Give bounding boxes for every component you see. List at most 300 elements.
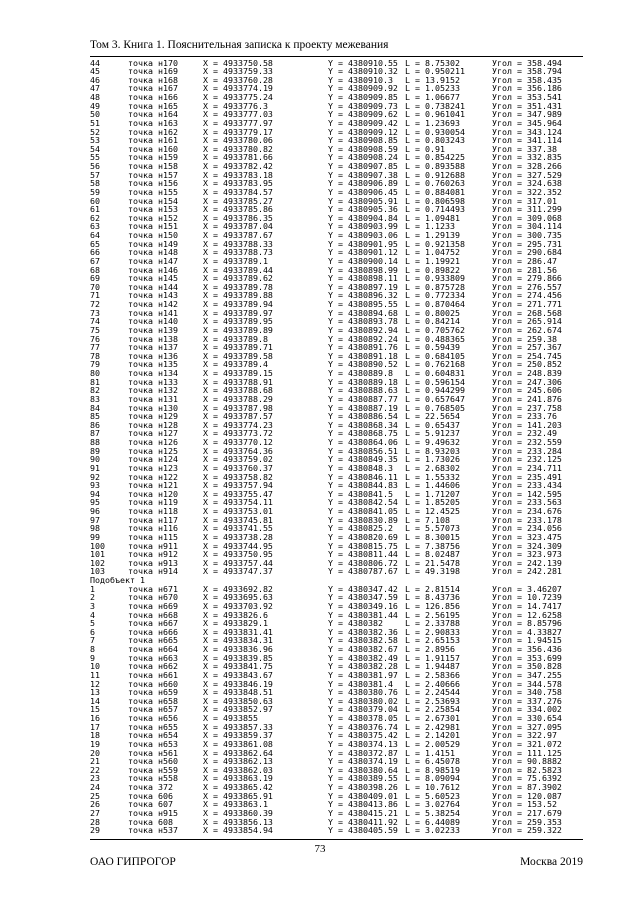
row-number: 64	[90, 230, 100, 240]
point-name: точка н166	[128, 92, 178, 102]
angle-value: Угол = 4.33827	[492, 626, 562, 637]
y-coordinate: Y = 4380868.34	[328, 419, 398, 430]
segment-length: L = 0.714493	[405, 204, 465, 215]
angle-value: Угол = 3.46207	[492, 583, 562, 594]
row-number: 47	[90, 83, 100, 94]
point-name: точка н125	[128, 445, 178, 456]
angle-value: Угол = 233.284	[492, 445, 562, 456]
segment-length: L = 8.02487	[405, 549, 460, 560]
y-coordinate: Y = 4380806.72	[328, 557, 398, 568]
y-coordinate: Y = 4380382.67	[328, 644, 398, 654]
point-name: точка н148	[128, 247, 178, 258]
angle-value: Угол = 295.731	[492, 238, 562, 249]
y-coordinate: Y = 4380841.5	[328, 488, 393, 499]
header-rule	[90, 56, 583, 57]
segment-length: L = 0.912688	[405, 169, 465, 180]
y-coordinate: Y = 4380892.24	[328, 333, 398, 344]
angle-value: Угол = 232.559	[492, 437, 562, 447]
row-number: 95	[90, 497, 100, 508]
segment-length: L = 1.71207	[405, 488, 460, 499]
x-coordinate: X = 4933757.94	[203, 480, 273, 491]
row-number: 88	[90, 437, 100, 447]
x-coordinate: X = 4933782.42	[203, 161, 273, 171]
x-coordinate: X = 4933789.15	[203, 368, 273, 378]
row-number: 100	[90, 540, 105, 551]
point-name: точка н141	[128, 307, 178, 318]
x-coordinate: X = 4933786.35	[203, 212, 273, 223]
y-coordinate: Y = 4380849.35	[328, 454, 398, 465]
point-name: точка н138	[128, 333, 178, 344]
x-coordinate: X = 4933865.42	[203, 782, 273, 792]
row-number: 85	[90, 411, 100, 422]
row-number: 44	[90, 57, 100, 68]
point-name: точка н144	[128, 281, 178, 292]
y-coordinate: Y = 4380905.36	[328, 204, 398, 215]
row-number: 87	[90, 428, 100, 439]
y-coordinate: Y = 4380864.06	[328, 437, 398, 447]
row-number: 19	[90, 738, 100, 749]
x-coordinate: X = 4933836.96	[203, 644, 273, 654]
y-coordinate: Y = 4380347.59	[328, 592, 398, 603]
row-number: 55	[90, 152, 100, 163]
point-name: точка н671	[128, 583, 178, 594]
segment-length: L = 9.49632	[405, 437, 460, 447]
point-name: точка н537	[128, 825, 178, 836]
segment-length: L = 1.73026	[405, 454, 460, 465]
y-coordinate: Y = 4380887.19	[328, 402, 398, 413]
row-number: 48	[90, 92, 100, 102]
point-name: точка н124	[128, 454, 178, 465]
segment-length: L = 2.24544	[405, 687, 460, 698]
x-coordinate: X = 4933841.75	[203, 661, 273, 672]
angle-value: Угол = 322.97	[492, 730, 557, 741]
x-coordinate: X = 4933862.03	[203, 764, 273, 775]
y-coordinate: Y = 4380811.44	[328, 549, 398, 560]
x-coordinate: X = 4933863.19	[203, 773, 273, 784]
segment-length: L = 2.53693	[405, 695, 460, 706]
angle-value: Угол = 237.758	[492, 402, 562, 413]
y-coordinate: Y = 4380842.54	[328, 497, 398, 508]
x-coordinate: X = 4933692.82	[203, 583, 273, 594]
y-coordinate: Y = 4380376.74	[328, 721, 398, 732]
x-coordinate: X = 4933770.12	[203, 437, 273, 447]
row-number: 27	[90, 807, 100, 818]
point-name: точка н115	[128, 531, 178, 542]
point-name: точка н153	[128, 204, 178, 215]
row-number: 9	[90, 652, 95, 663]
y-coordinate: Y = 4380380.64	[328, 764, 398, 775]
segment-length: L = 21.5478	[405, 557, 460, 568]
point-name: точка н143	[128, 290, 178, 301]
row-number: 28	[90, 816, 100, 827]
x-coordinate: X = 4933857.33	[203, 721, 273, 732]
coordinates-list	[90, 59, 590, 835]
point-name: точка н660	[128, 678, 178, 689]
y-coordinate: Y = 4380381.97	[328, 669, 398, 680]
angle-value: Угол = 279.866	[492, 273, 562, 284]
point-name: точка н135	[128, 359, 178, 370]
y-coordinate: Y = 4380901.95	[328, 238, 398, 249]
x-coordinate: X = 4933754.11	[203, 497, 273, 508]
row-number: 70	[90, 281, 100, 292]
row-number: 86	[90, 419, 100, 430]
segment-length: L = 2.8956	[405, 644, 455, 654]
angle-value: Угол = 323.475	[492, 531, 562, 542]
y-coordinate: Y = 4380908.24	[328, 152, 398, 163]
point-name: точка н154	[128, 195, 178, 206]
segment-length: L = 1.85205	[405, 497, 460, 508]
y-coordinate: Y = 4380894.68	[328, 307, 398, 318]
y-coordinate: Y = 4380907.85	[328, 161, 398, 171]
x-coordinate: X = 4933750.58	[203, 57, 273, 68]
row-number: 90	[90, 454, 100, 465]
segment-length: L = 8.93203	[405, 445, 460, 456]
row-number: 56	[90, 161, 100, 171]
angle-value: Угол = 353.699	[492, 652, 562, 663]
table-row	[90, 567, 590, 576]
row-number: 45	[90, 66, 100, 77]
x-coordinate: X = 4933774.23	[203, 419, 273, 430]
subobject-title: Подобъект 1	[90, 575, 145, 585]
segment-length: L = 0.80025	[405, 307, 460, 318]
x-coordinate: X = 4933826.6	[203, 609, 268, 620]
point-name: точка н132	[128, 385, 178, 396]
row-number: 65	[90, 238, 100, 249]
angle-value: Угол = 233.76	[492, 411, 557, 422]
point-name: точка н116	[128, 523, 178, 534]
point-name: точка н560	[128, 756, 178, 767]
segment-length: L = 8.98519	[405, 764, 460, 775]
y-coordinate: Y = 4380830.89	[328, 514, 398, 525]
y-coordinate: Y = 4380889.8	[328, 368, 393, 378]
point-name: точка н913	[128, 557, 178, 568]
angle-value: Угол = 358.794	[492, 66, 562, 77]
row-number: 83	[90, 393, 100, 404]
x-coordinate: X = 4933788.29	[203, 393, 273, 404]
x-coordinate: X = 4933789.88	[203, 290, 273, 301]
y-coordinate: Y = 4380909.62	[328, 109, 398, 120]
segment-length: L = 1.94487	[405, 661, 460, 672]
angle-value: Угол = 330.654	[492, 713, 562, 723]
segment-length: L = 0.933809	[405, 273, 465, 284]
x-coordinate: X = 4933848.51	[203, 687, 273, 698]
angle-value: Угол = 111.125	[492, 747, 562, 758]
segment-length: L = 2.68302	[405, 462, 460, 473]
segment-length: L = 0.854225	[405, 152, 465, 163]
x-coordinate: X = 4933788.73	[203, 247, 273, 258]
x-coordinate: X = 4933773.72	[203, 428, 273, 439]
row-number: 84	[90, 402, 100, 413]
y-coordinate: Y = 4380905.91	[328, 195, 398, 206]
segment-length: L = 1.55332	[405, 471, 460, 482]
x-coordinate: X = 4933854.94	[203, 825, 273, 836]
x-coordinate: X = 4933839.85	[203, 652, 273, 663]
row-number: 78	[90, 350, 100, 361]
segment-length: L = 8.75302	[405, 57, 460, 68]
point-name: точка н126	[128, 437, 178, 447]
x-coordinate: X = 4933745.81	[203, 514, 273, 525]
x-coordinate: X = 4933785.27	[203, 195, 273, 206]
point-name: точка н663	[128, 652, 178, 663]
segment-length: L = 0.930054	[405, 126, 465, 137]
row-number: 81	[90, 376, 100, 387]
row-number: 18	[90, 730, 100, 741]
angle-value: Угол = 254.745	[492, 350, 562, 361]
x-coordinate: X = 4933863.1	[203, 799, 268, 810]
y-coordinate: Y = 4380415.21	[328, 807, 398, 818]
angle-value: Угол = 142.595	[492, 488, 562, 499]
angle-value: Угол = 217.679	[492, 807, 562, 818]
row-number: 58	[90, 178, 100, 189]
point-name: точка н139	[128, 324, 178, 335]
x-coordinate: X = 4933829.1	[203, 618, 268, 629]
angle-value: Угол = 232.49	[492, 428, 557, 439]
x-coordinate: X = 4933789.95	[203, 316, 273, 327]
y-coordinate: Y = 4380868.75	[328, 428, 398, 439]
y-coordinate: Y = 4380409.01	[328, 790, 398, 801]
y-coordinate: Y = 4380382.36	[328, 626, 398, 637]
x-coordinate: X = 4933846.19	[203, 678, 273, 689]
row-number: 61	[90, 204, 100, 215]
angle-value: Угол = 340.758	[492, 687, 562, 698]
y-coordinate: Y = 4380891.76	[328, 342, 398, 353]
x-coordinate: X = 4933789.89	[203, 324, 273, 335]
angle-value: Угол = 153.52	[492, 799, 557, 810]
angle-value: Угол = 344.578	[492, 678, 562, 689]
x-coordinate: X = 4933776.3	[203, 100, 268, 111]
segment-length: L = 10.7612	[405, 782, 460, 792]
point-name: точка н147	[128, 255, 178, 266]
angle-value: Угол = 321.072	[492, 738, 562, 749]
y-coordinate: Y = 4380787.67	[328, 566, 398, 577]
segment-length: L = 2.42981	[405, 721, 460, 732]
y-coordinate: Y = 4380908.59	[328, 143, 398, 154]
segment-length: L = 0.875728	[405, 281, 465, 292]
x-coordinate: X = 4933789.8	[203, 333, 268, 344]
angle-value: Угол = 248.839	[492, 368, 562, 378]
point-name: точка н655	[128, 721, 178, 732]
angle-value: Угол = 8.85796	[492, 618, 562, 629]
x-coordinate: X = 4933760.37	[203, 462, 273, 473]
point-name: точка н156	[128, 178, 178, 189]
segment-length: L = 8.09094	[405, 773, 460, 784]
point-name: точка н665	[128, 635, 178, 646]
angle-value: Угол = 324.638	[492, 178, 562, 189]
angle-value: Угол = 322.352	[492, 186, 562, 197]
page-header: Том 3. Книга 1. Пояснительная записка к проекту межевания	[90, 39, 389, 51]
segment-length: L = 0.65437	[405, 419, 460, 430]
x-coordinate: X = 4933865.91	[203, 790, 273, 801]
segment-length: L = 0.961041	[405, 109, 465, 120]
x-coordinate: X = 4933862.13	[203, 756, 273, 767]
y-coordinate: Y = 4380856.51	[328, 445, 398, 456]
row-number: 76	[90, 333, 100, 344]
segment-length: L = 0.772334	[405, 290, 465, 301]
x-coordinate: X = 4933860.39	[203, 807, 273, 818]
x-coordinate: X = 4933774.19	[203, 83, 273, 94]
angle-value: Угол = 341.114	[492, 135, 562, 146]
y-coordinate: Y = 4380380.02	[328, 695, 398, 706]
row-number: 79	[90, 359, 100, 370]
x-coordinate: X = 4933695.63	[203, 592, 273, 603]
point-name: точка н134	[128, 368, 178, 378]
row-number: 102	[90, 557, 105, 568]
segment-length: L = 1.44606	[405, 480, 460, 491]
point-name: точка н163	[128, 117, 178, 128]
angle-value: Угол = 120.087	[492, 790, 562, 801]
point-name: точка н666	[128, 626, 178, 637]
segment-length: L = 0.760263	[405, 178, 465, 189]
footer-organization: ОАО ГИПРОГОР	[90, 856, 176, 868]
point-name: точка н130	[128, 402, 178, 413]
angle-value: Угол = 311.299	[492, 204, 562, 215]
point-name: точка н165	[128, 100, 178, 111]
angle-value: Угол = 358.494	[492, 57, 562, 68]
angle-value: Угол = 235.491	[492, 471, 562, 482]
y-coordinate: Y = 4380895.55	[328, 299, 398, 309]
x-coordinate: X = 4933789.71	[203, 342, 273, 353]
point-name: точка н661	[128, 669, 178, 680]
y-coordinate: Y = 4380907.38	[328, 169, 398, 180]
segment-length: L = 1.91157	[405, 652, 460, 663]
row-number: 22	[90, 764, 100, 775]
y-coordinate: Y = 4380389.55	[328, 773, 398, 784]
segment-length: L = 1.4151	[405, 747, 455, 758]
segment-length: L = 0.950211	[405, 66, 465, 77]
point-name: точка н654	[128, 730, 178, 741]
angle-value: Угол = 265.914	[492, 316, 562, 327]
row-number: 3	[90, 600, 95, 611]
row-number: 63	[90, 221, 100, 232]
point-name: точка н136	[128, 350, 178, 361]
segment-length: L = 1.06677	[405, 92, 460, 102]
angle-value: Угол = 300.735	[492, 230, 562, 240]
row-number: 62	[90, 212, 100, 223]
y-coordinate: Y = 4380886.54	[328, 411, 398, 422]
x-coordinate: X = 4933780.82	[203, 143, 273, 154]
x-coordinate: X = 4933789.94	[203, 299, 273, 309]
y-coordinate: Y = 4380897.19	[328, 281, 398, 292]
segment-length: L = 0.604831	[405, 368, 465, 378]
segment-length: L = 5.57073	[405, 523, 460, 534]
segment-length: L = 6.44089	[405, 816, 460, 827]
point-name: точка 607	[128, 799, 173, 810]
x-coordinate: X = 4933703.92	[203, 600, 273, 611]
row-number: 1	[90, 583, 95, 594]
y-coordinate: Y = 4380405.59	[328, 825, 398, 836]
angle-value: Угол = 250.852	[492, 359, 562, 370]
row-number: 17	[90, 721, 100, 732]
x-coordinate: X = 4933738.28	[203, 531, 273, 542]
x-coordinate: X = 4933741.55	[203, 523, 273, 534]
point-name: точка н118	[128, 506, 178, 516]
y-coordinate: Y = 4380891.18	[328, 350, 398, 361]
point-name: точка н914	[128, 566, 178, 577]
point-name: точка н133	[128, 376, 178, 387]
x-coordinate: X = 4933750.95	[203, 549, 273, 560]
row-number: 101	[90, 549, 105, 560]
angle-value: Угол = 259.38	[492, 333, 557, 344]
segment-length: L = 3.02764	[405, 799, 460, 810]
point-name: точка н656	[128, 713, 178, 723]
segment-length: L = 7.38756	[405, 540, 460, 551]
angle-value: Угол = 324.309	[492, 540, 562, 551]
x-coordinate: X = 4933788.33	[203, 238, 273, 249]
segment-length: L = 0.921358	[405, 238, 465, 249]
x-coordinate: X = 4933787.57	[203, 411, 273, 422]
segment-length: L = 2.40666	[405, 678, 460, 689]
x-coordinate: X = 4933787.98	[203, 402, 273, 413]
point-name: точка н659	[128, 687, 178, 698]
y-coordinate: Y = 4380398.26	[328, 782, 398, 792]
y-coordinate: Y = 4380378.05	[328, 713, 398, 723]
row-number: 12	[90, 678, 100, 689]
angle-value: Угол = 82.5823	[492, 764, 562, 775]
segment-length: L = 49.3198	[405, 566, 460, 577]
x-coordinate: X = 4933788.68	[203, 385, 273, 396]
y-coordinate: Y = 4380910.3	[328, 74, 393, 85]
point-name: точка н161	[128, 135, 178, 146]
segment-length: L = 0.884081	[405, 186, 465, 197]
row-number: 77	[90, 342, 100, 353]
table-row	[90, 826, 590, 835]
segment-length: L = 0.596154	[405, 376, 465, 387]
segment-length: L = 7.108	[405, 514, 450, 525]
point-name: точка н155	[128, 186, 178, 197]
y-coordinate: Y = 4380848.3	[328, 462, 393, 473]
angle-value: Угол = 271.771	[492, 299, 562, 309]
row-number: 74	[90, 316, 100, 327]
angle-value: Угол = 323.973	[492, 549, 562, 560]
angle-value: Угол = 317.01	[492, 195, 557, 206]
point-name: точка н558	[128, 773, 178, 784]
y-coordinate: Y = 4380909.12	[328, 126, 398, 137]
point-name: точка 372	[128, 782, 173, 792]
angle-value: Угол = 332.835	[492, 152, 562, 163]
y-coordinate: Y = 4380382	[328, 618, 383, 629]
point-name: точка н122	[128, 471, 178, 482]
angle-value: Угол = 327.529	[492, 169, 562, 180]
y-coordinate: Y = 4380372.87	[328, 747, 398, 758]
point-name: точка н149	[128, 238, 178, 249]
x-coordinate: X = 4933831.41	[203, 626, 273, 637]
angle-value: Угол = 245.606	[492, 385, 562, 396]
row-number: 66	[90, 247, 100, 258]
segment-length: L = 5.91237	[405, 428, 460, 439]
footer-city-year: Москва 2019	[520, 856, 583, 868]
row-number: 26	[90, 799, 100, 810]
row-number: 97	[90, 514, 100, 525]
y-coordinate: Y = 4380820.69	[328, 531, 398, 542]
point-name: точка н123	[128, 462, 178, 473]
row-number: 54	[90, 143, 100, 154]
segment-length: L = 1.09481	[405, 212, 460, 223]
segment-length: L = 0.762168	[405, 359, 465, 370]
y-coordinate: Y = 4380815.75	[328, 540, 398, 551]
y-coordinate: Y = 4380374.19	[328, 756, 398, 767]
angle-value: Угол = 268.568	[492, 307, 562, 318]
angle-value: Угол = 234.676	[492, 506, 562, 516]
row-number: 60	[90, 195, 100, 206]
segment-length: L = 2.14201	[405, 730, 460, 741]
x-coordinate: X = 4933747.37	[203, 566, 273, 577]
angle-value: Угол = 286.47	[492, 255, 557, 266]
segment-length: L = 0.488365	[405, 333, 465, 344]
point-name: точка н137	[128, 342, 178, 353]
y-coordinate: Y = 4380887.77	[328, 393, 398, 404]
y-coordinate: Y = 4380906.89	[328, 178, 398, 189]
angle-value: Угол = 259.322	[492, 825, 562, 836]
